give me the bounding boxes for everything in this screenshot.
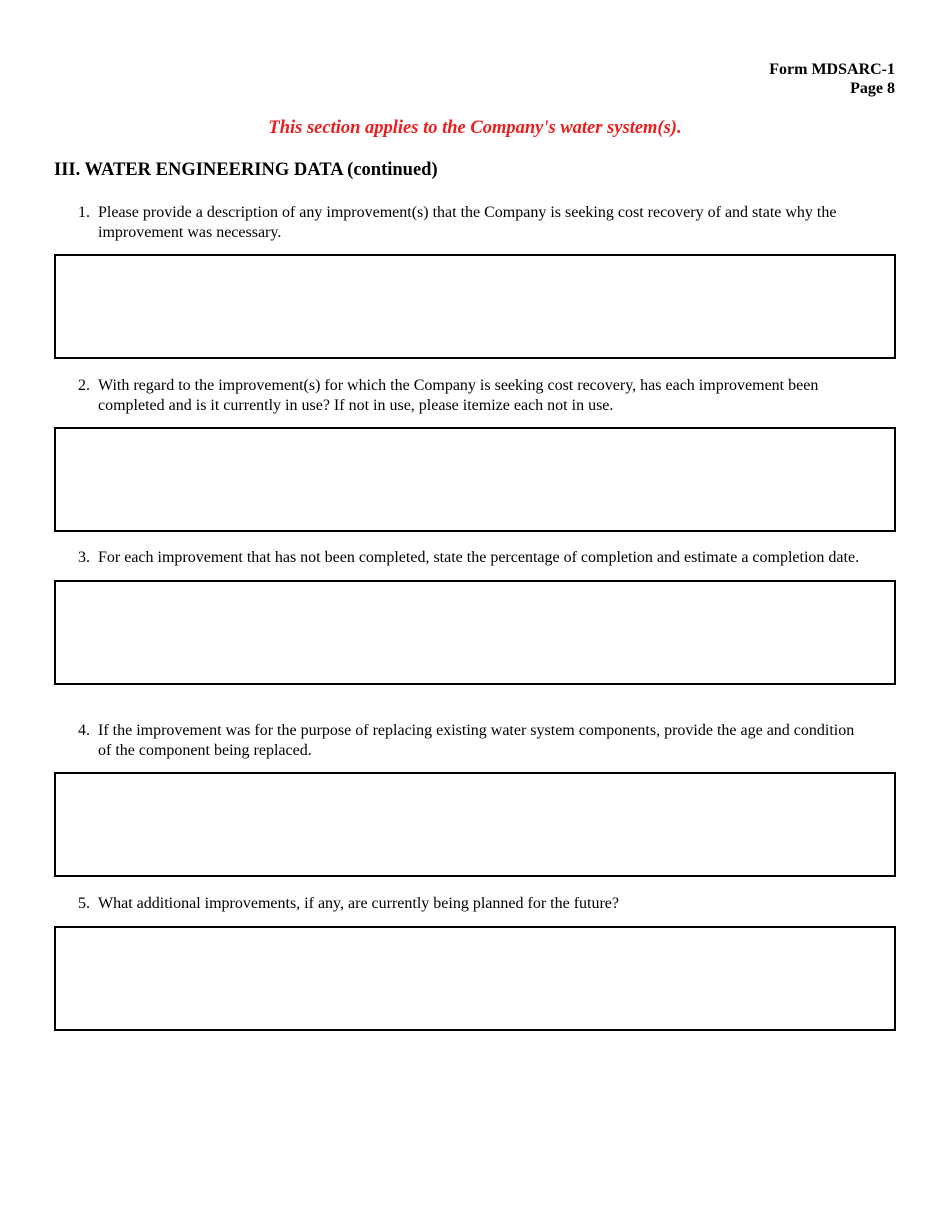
answer-box-2[interactable] [54,427,896,532]
question-number: 4. [78,722,90,739]
question-number: 2. [78,377,90,394]
question-text: What additional improvements, if any, are currently being planned for the future? [98,895,619,912]
form-id: Form MDSARC-1 [769,61,895,78]
question-text: If the improvement was for the purpose of replacing existing water system components, provide the age and condition of the component being replaced. [98,722,855,759]
answer-box-5[interactable] [54,926,896,1031]
section-notice: This section applies to the Company's water system(s). [268,118,682,138]
question-5 [54,894,896,1031]
question-2 [54,376,896,532]
answer-box-3[interactable] [54,580,896,685]
question-4 [54,721,896,877]
section-title: III. WATER ENGINEERING DATA (continued) [54,160,438,180]
question-text: For each improvement that has not been completed, state the percentage of completion and estimate a completion date. [98,549,860,566]
question-number: 5. [78,895,90,912]
form-header [769,60,895,98]
question-text: With regard to the improvement(s) for which the Company is seeking cost recovery, has each improvement been completed and is it currently in use? If not in use, please itemize each not in use. [98,377,819,414]
question-1 [54,203,896,359]
page-number: Page 8 [850,80,895,97]
answer-box-1[interactable] [54,254,896,359]
question-number: 3. [78,549,90,566]
answer-box-4[interactable] [54,772,896,877]
question-text: Please provide a description of any improvement(s) that the Company is seeking cost recovery of and state why the improvement was necessary. [98,204,837,241]
question-3 [54,548,896,685]
question-number: 1. [78,204,90,221]
